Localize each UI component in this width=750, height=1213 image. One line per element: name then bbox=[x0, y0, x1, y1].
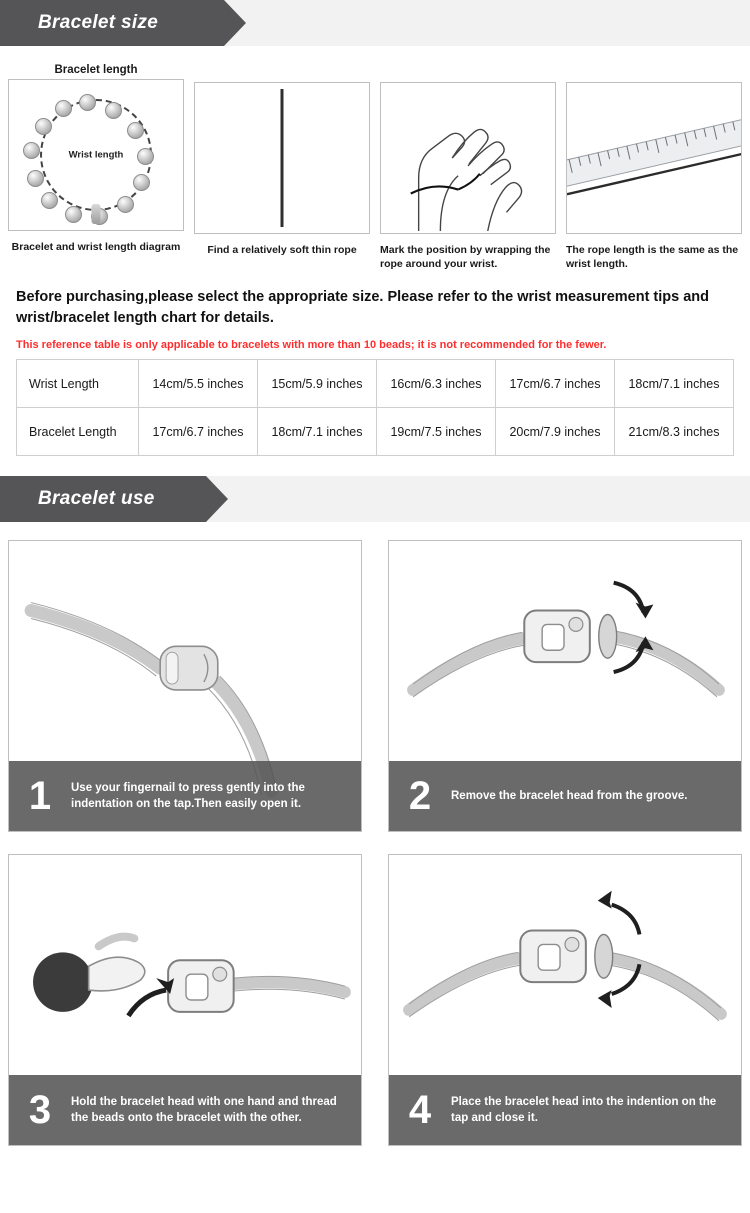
cell-wrist-3: 16cm/6.3 inches bbox=[377, 360, 496, 408]
size-step-2 bbox=[194, 64, 370, 271]
thin-rope-icon bbox=[194, 82, 370, 234]
use-caption-2 bbox=[389, 761, 741, 831]
use-text-2: Remove the bracelet head from the groove. bbox=[451, 790, 688, 803]
use-card-2 bbox=[388, 540, 742, 832]
table-row bbox=[17, 360, 734, 408]
size-step-2-caption: Find a relatively soft thin rope bbox=[207, 244, 357, 256]
cell-wrist-1: 14cm/5.5 inches bbox=[139, 360, 258, 408]
cell-wrist-5: 18cm/7.1 inches bbox=[615, 360, 734, 408]
bracelet-length-label: Bracelet length bbox=[54, 64, 138, 76]
size-chart-table bbox=[16, 359, 734, 456]
use-caption-1 bbox=[9, 761, 361, 831]
use-steps-grid bbox=[0, 522, 750, 1156]
charm-pendant bbox=[92, 204, 101, 224]
section-banner-use bbox=[0, 476, 750, 522]
use-number-3: 3 bbox=[28, 1088, 52, 1133]
size-step-3-caption: Mark the position by wrapping the rope around your wrist. bbox=[380, 244, 551, 271]
banner-title-use: Bracelet use bbox=[38, 488, 155, 510]
use-text-4: Place the bracelet head into the indention on the tap and close it. bbox=[451, 1095, 717, 1125]
wrist-length-label: Wrist length bbox=[68, 149, 124, 161]
banner-tab-size bbox=[0, 0, 224, 46]
cell-wrist-2: 15cm/5.9 inches bbox=[258, 360, 377, 408]
use-card-1 bbox=[8, 540, 362, 832]
size-step-4-caption: The rope length is the same as the wrist length. bbox=[566, 244, 739, 271]
banner-tab-use bbox=[0, 476, 206, 522]
cell-bracelet-2: 18cm/7.1 inches bbox=[258, 408, 377, 456]
use-caption-4 bbox=[389, 1075, 741, 1145]
cell-bracelet-5: 21cm/8.3 inches bbox=[615, 408, 734, 456]
hand-wrapping-rope-icon bbox=[380, 82, 556, 234]
section-banner-size bbox=[0, 0, 750, 46]
use-caption-3 bbox=[9, 1075, 361, 1145]
size-step-4 bbox=[566, 64, 742, 271]
purchase-note: Before purchasing,please select the appropriate size. Please refer to the wrist measurement tips and wrist/bracelet length chart for details. bbox=[16, 289, 710, 327]
cell-bracelet-3: 19cm/7.5 inches bbox=[377, 408, 496, 456]
rope-line bbox=[281, 89, 284, 227]
use-number-1: 1 bbox=[28, 774, 52, 819]
cell-wrist-4: 17cm/6.7 inches bbox=[496, 360, 615, 408]
use-text-1: Use your fingernail to press gently into the indentation on the tap.Then easily open it. bbox=[71, 781, 305, 811]
cell-bracelet-4: 20cm/7.9 inches bbox=[496, 408, 615, 456]
size-section bbox=[0, 46, 750, 476]
size-steps-row bbox=[0, 46, 750, 271]
reference-warning: This reference table is only applicable to bracelets with more than 10 beads; it is not recommended for the fewer. bbox=[16, 339, 607, 352]
use-card-4 bbox=[388, 854, 742, 1146]
size-step-3 bbox=[380, 64, 556, 271]
table-row bbox=[17, 408, 734, 456]
use-number-2: 2 bbox=[408, 774, 432, 819]
size-step-1 bbox=[8, 64, 184, 271]
row-label-wrist: Wrist Length bbox=[17, 360, 139, 408]
section-spacer bbox=[0, 456, 750, 476]
cell-bracelet-1: 17cm/6.7 inches bbox=[139, 408, 258, 456]
ruler-measure-icon bbox=[566, 82, 742, 234]
banner-title-size: Bracelet size bbox=[38, 12, 159, 33]
size-step-1-caption: Bracelet and wrist length diagram bbox=[11, 241, 181, 253]
bracelet-diagram-icon bbox=[8, 79, 184, 231]
row-label-bracelet: Bracelet Length bbox=[17, 408, 139, 456]
use-text-3: Hold the bracelet head with one hand and thread the beads onto the bracelet with the other. bbox=[71, 1095, 337, 1125]
use-card-3 bbox=[8, 854, 362, 1146]
use-number-4: 4 bbox=[408, 1088, 432, 1133]
